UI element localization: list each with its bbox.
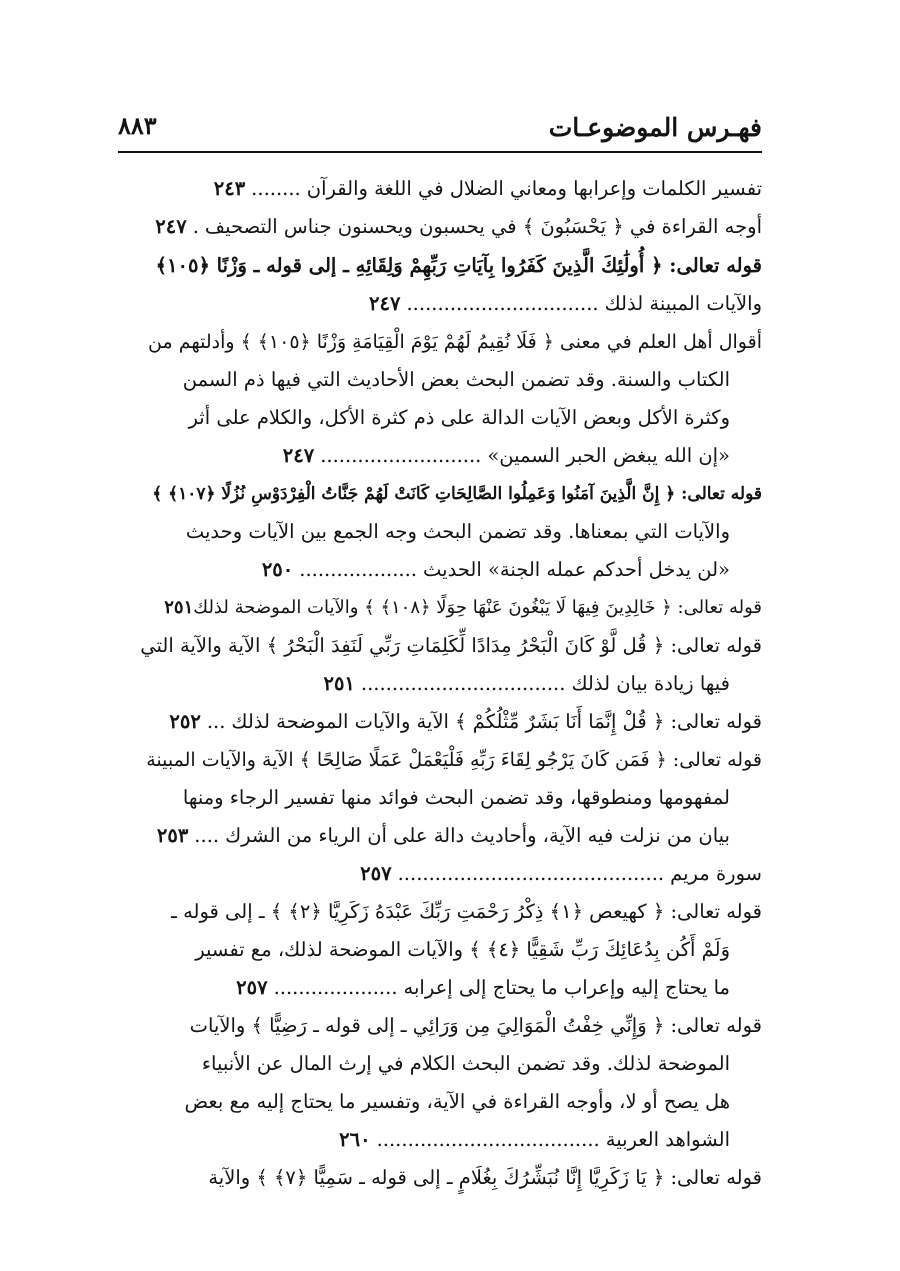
toc-entry: [155, 212, 762, 242]
leader-dots: ........: [251, 177, 301, 200]
leader-dots: ...: [206, 710, 226, 733]
leader-dots: ....................................: [376, 1128, 600, 1151]
entry-text: بيان من نزلت فيه الآية، وأحاديث دالة على أن الرياء من الشرك: [225, 824, 730, 847]
entry-text: قوله تعالى: ﴿ إِنَّ الَّذِينَ آمَنُوا وَعَمِلُوا الصَّالِحَاتِ كَانَتْ لَهُمْ جَنَّاتُ الْفِرْدَوْسِ نُزُلًا ﴿١٠٧﴾ ﴾: [152, 484, 762, 504]
entry-page: ٢٥١: [323, 672, 355, 695]
toc-entry: [214, 174, 762, 204]
leader-dots: ....: [194, 824, 220, 847]
toc-entry-continuation: [283, 441, 730, 471]
entry-text: ما يحتاج إليه وإعراب ما يحتاج إلى إعرابه: [403, 976, 730, 999]
entry-text: والآيات المبينة لذلك: [604, 292, 762, 315]
entry-page: ٢٤٣: [213, 177, 246, 200]
entry-text: تفسير الكلمات وإعرابها ومعاني الضلال في اللغة والقرآن: [306, 177, 762, 200]
entry-text: قوله تعالى: ﴿ خَالِدِينَ فِيهَا لَا يَبْغُونَ عَنْهَا حِوَلًا ﴿١٠٨﴾ ﴾ والآيات الموضحة لذلك: [193, 597, 762, 618]
leader-dots: [152, 597, 164, 618]
toc-entry: [152, 593, 762, 623]
entry-text: وكثرة الأكل وبعض الآيات الدالة على ذم كثرة الأكل، والكلام على أثر: [188, 406, 730, 429]
entry-text: «إن الله يبغض الحبر السمين»: [487, 444, 730, 467]
toc-entry: [369, 289, 762, 319]
toc-entry-continuation: [189, 403, 730, 433]
toc-entry-continuation: [339, 1125, 730, 1155]
toc-entry-continuation: [323, 669, 730, 699]
entry-text: قوله تعالى: ﴿ يَا زَكَرِيَّا إِنَّا نُبَشِّرُكَ بِغُلَامٍ ـ إلى قوله ـ سَمِيًّا ﴿٧﴾ ﴾ والآية: [208, 1166, 762, 1189]
running-header-title: فهـرس الموضوعـات: [548, 113, 762, 142]
toc-entry-continuation: [202, 1049, 730, 1079]
entry-page: ٢٥٠: [261, 558, 294, 581]
entry-text: هل يصح أو لا، وأوجه القراءة في الآية، وتفسير ما يحتاج إليه مع بعض: [184, 1090, 730, 1113]
toc-entry: [208, 1163, 762, 1193]
entry-text: «لن يدخل أحدكم عمله الجنة» الحديث: [423, 558, 730, 581]
toc-entry-continuation: [183, 365, 730, 395]
entry-text: فيها زيادة بيان لذلك: [571, 672, 730, 695]
leader-dots: ....................: [273, 976, 398, 999]
entry-text: الموضحة لذلك. وقد تضمن البحث الكلام في إرث المال عن الأنبياء: [201, 1052, 730, 1075]
leader-dots: ...........................................: [397, 862, 665, 885]
toc-entry: [146, 745, 762, 775]
entry-text: قوله تعالى: ﴿ قُلْ إِنَّمَا أَنَا بَشَرٌ مِّثْلُكُمْ ﴾ الآية والآيات الموضحة لذلك: [231, 710, 762, 733]
entry-page: ٢٥٢: [169, 710, 201, 733]
entry-text: قوله تعالى: ﴿ أُولَٰئِكَ الَّذِينَ كَفَرُوا بِآيَاتِ رَبِّهِمْ وَلِقَائِهِ ـ إلى قوله ـ وَزْنًا ﴿١٠٥﴾: [155, 254, 762, 277]
entry-page: ٢٥٣: [156, 824, 189, 847]
entry-text: لمفهومها ومنطوقها، وقد تضمن البحث فوائد منها تفسير الرجاء ومنها: [182, 786, 730, 809]
toc-entry: [152, 479, 762, 509]
entry-page: ٢٦٠: [339, 1128, 371, 1151]
entry-page: ٢٤٧: [155, 215, 187, 238]
toc-entry: [148, 327, 762, 357]
toc-entry: [171, 897, 762, 927]
toc-entry-continuation: [183, 783, 730, 813]
toc-entry-continuation: [157, 821, 730, 851]
toc-entry-continuation: [195, 935, 730, 965]
leader-dots: .: [192, 215, 199, 238]
entry-text: الكتاب والسنة. وقد تضمن البحث بعض الأحاديث التي فيها ذم السمن: [182, 368, 730, 391]
toc-entry-continuation: [262, 555, 730, 585]
leader-dots: ...............................: [406, 292, 599, 315]
entry-text: قوله تعالى: ﴿ كهيعص ﴿١﴾ ذِكْرُ رَحْمَتِ رَبِّكَ عَبْدَهُ زَكَرِيَّا ﴿٢﴾ ﴾ ـ إلى قوله ـ: [171, 900, 762, 923]
entry-page: ٢٥١: [164, 597, 194, 618]
entry-text: قوله تعالى: ﴿ وَإِنِّي خِفْتُ الْمَوَالِيَ مِن وَرَائِي ـ إلى قوله ـ رَضِيًّا ﴾ والآيات: [189, 1014, 762, 1037]
entry-page: ٢٤٧: [369, 292, 401, 315]
entry-text: قوله تعالى: ﴿ قُل لَّوْ كَانَ الْبَحْرُ مِدَادًا لِّكَلِمَاتِ رَبِّي لَنَفِدَ الْبَحْرُ ﴾ الآية والآية التي: [140, 634, 762, 657]
toc-entry: [156, 251, 762, 281]
surah-heading: [360, 859, 762, 889]
entry-text: سورة مريم: [670, 862, 762, 885]
toc-entry: [140, 631, 762, 661]
toc-entry-continuation: [185, 1087, 730, 1117]
header-rule: [118, 151, 762, 153]
entry-text: أوجه القراءة في ﴿ يَحْسَبُونَ ﴾ في يحسبون ويحسنون جناس التصحيف: [204, 215, 762, 238]
toc-entry: [169, 707, 762, 737]
entry-page: ٢٤٧: [282, 444, 315, 467]
page-number: ٨٨٣: [118, 111, 157, 140]
entry-text: والآيات التي بمعناها. وقد تضمن البحث وجه الجمع بين الآيات وحديث: [185, 520, 730, 543]
leader-dots: .................................: [360, 672, 566, 695]
entry-page: ٢٥٧: [236, 976, 268, 999]
toc-entry: [190, 1011, 762, 1041]
entry-text: وَلَمْ أَكُن بِدُعَائِكَ رَبِّ شَقِيًّا ﴿٤﴾ ﴾ والآيات الموضحة لذلك، مع تفسير: [195, 938, 730, 961]
toc-entry-continuation: [236, 973, 730, 1003]
leader-dots: ...................: [299, 558, 418, 581]
entry-page: ٢٥٧: [360, 862, 392, 885]
leader-dots: ..........................: [320, 444, 482, 467]
toc-entry-continuation: [186, 517, 730, 547]
entry-text: أقوال أهل العلم في معنى ﴿ فَلَا نُقِيمُ لَهُمْ يَوْمَ الْقِيَامَةِ وَزْنًا ﴿١٠٥﴾ ﴾ وأدلتهم من: [148, 331, 762, 353]
entry-text: الشواهد العربية: [605, 1128, 730, 1151]
entry-text: قوله تعالى: ﴿ فَمَن كَانَ يَرْجُو لِقَاءَ رَبِّهِ فَلْيَعْمَلْ عَمَلًا صَالِحًا ﴾ الآية والآيات المبينة: [146, 749, 762, 771]
